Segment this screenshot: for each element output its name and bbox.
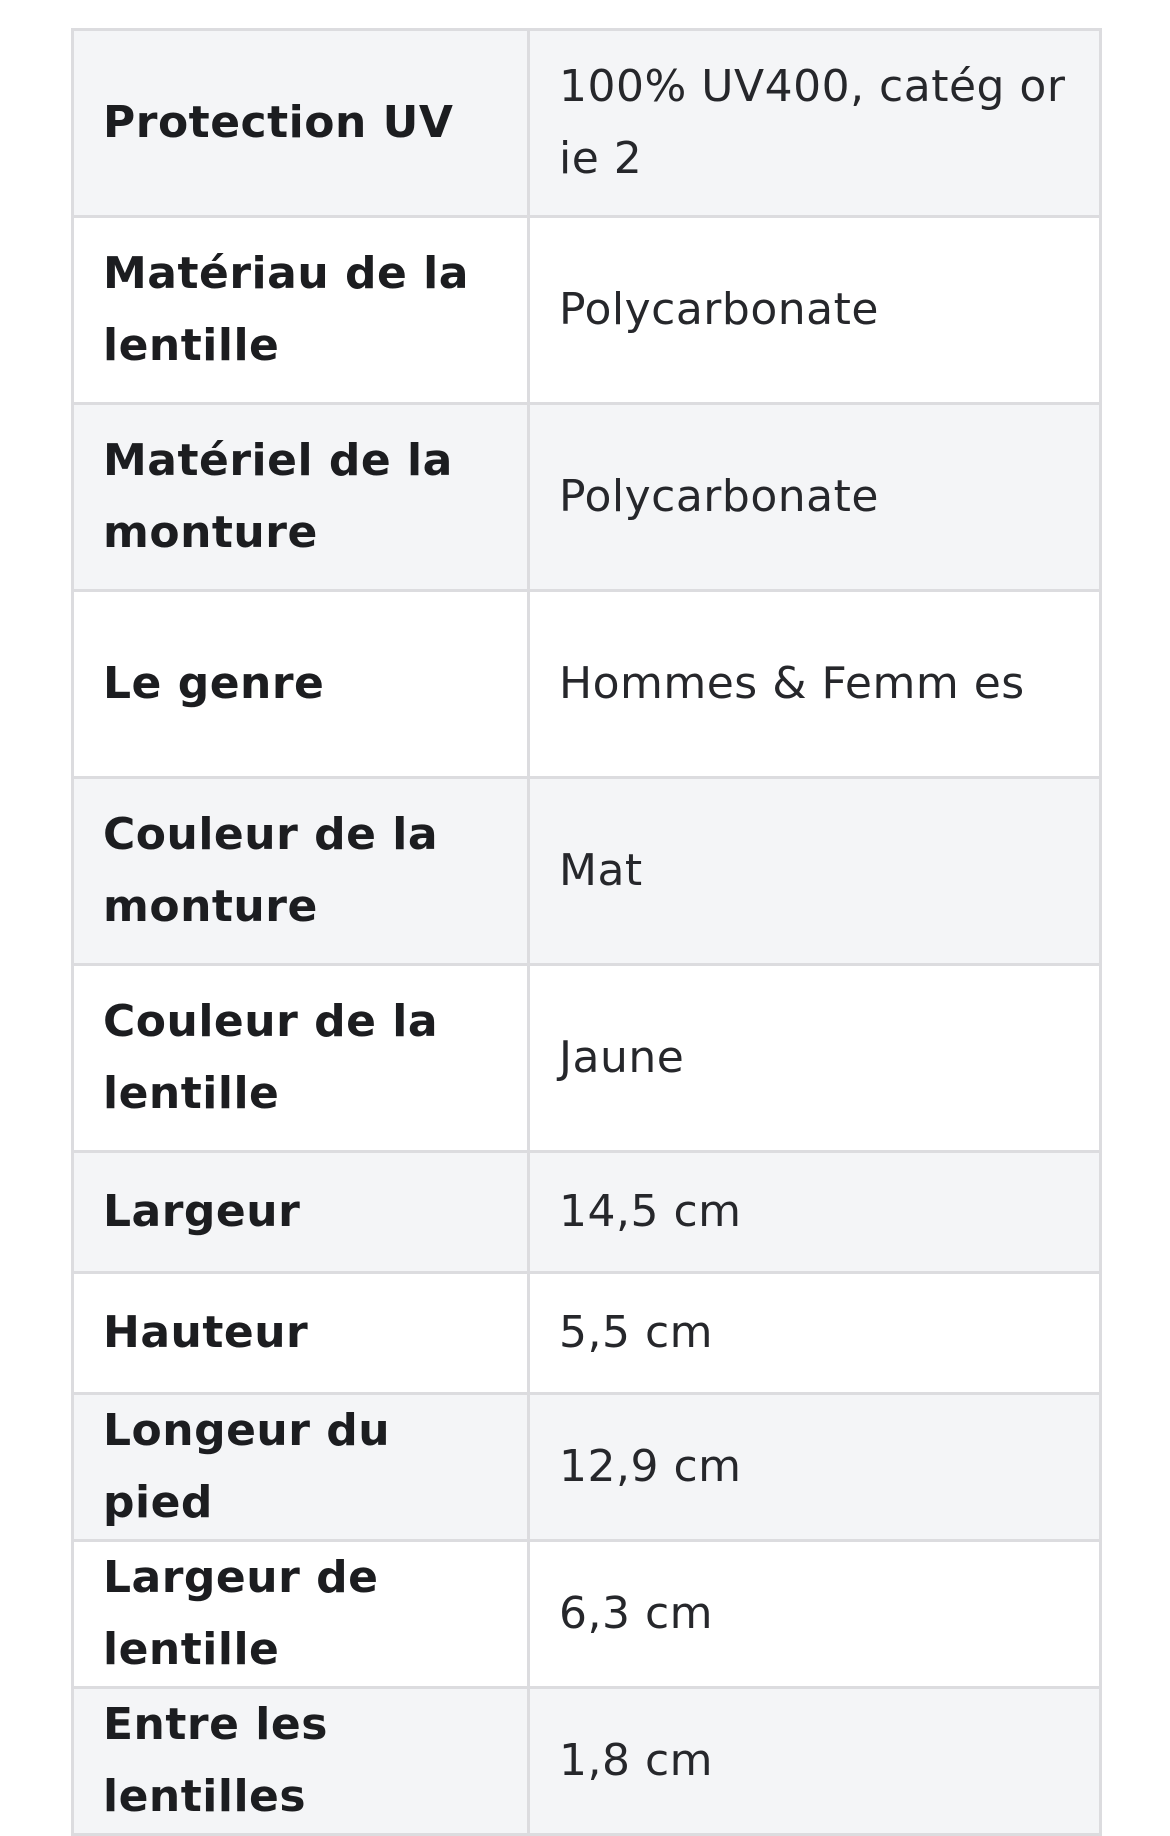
spec-label: Couleur de la monture: [73, 778, 529, 965]
spec-label: Largeur de lentille: [73, 1541, 529, 1688]
table-row: [73, 1394, 1101, 1541]
table-row: [73, 591, 1101, 778]
spec-value: 12,9 cm: [529, 1394, 1101, 1541]
spec-label: Entre les lentilles: [73, 1688, 529, 1835]
spec-value: 5,5 cm: [529, 1273, 1101, 1394]
spec-value: Jaune: [529, 965, 1101, 1152]
spec-label: Matériau de la lentille: [73, 217, 529, 404]
table-row: [73, 404, 1101, 591]
table-row: [73, 30, 1101, 217]
spec-value: 100% UV400, catég orie 2: [529, 30, 1101, 217]
table-row: [73, 217, 1101, 404]
table-row: [73, 965, 1101, 1152]
spec-value: 6,3 cm: [529, 1541, 1101, 1688]
spec-value: Polycarbonate: [529, 217, 1101, 404]
product-specs-table: [71, 28, 1102, 1836]
spec-label: Longeur du pied: [73, 1394, 529, 1541]
spec-value: 14,5 cm: [529, 1152, 1101, 1273]
spec-value: Hommes & Femm es: [529, 591, 1101, 778]
spec-label: Matériel de la monture: [73, 404, 529, 591]
table-row: [73, 778, 1101, 965]
spec-value: Polycarbonate: [529, 404, 1101, 591]
spec-label: Protection UV: [73, 30, 529, 217]
spec-label: Couleur de la lentille: [73, 965, 529, 1152]
table-row: [73, 1152, 1101, 1273]
spec-label: Le genre: [73, 591, 529, 778]
spec-value: 1,8 cm: [529, 1688, 1101, 1835]
table-row: [73, 1273, 1101, 1394]
spec-value: Mat: [529, 778, 1101, 965]
spec-label: Largeur: [73, 1152, 529, 1273]
spec-label: Hauteur: [73, 1273, 529, 1394]
table-row: [73, 1688, 1101, 1835]
table-row: [73, 1541, 1101, 1688]
